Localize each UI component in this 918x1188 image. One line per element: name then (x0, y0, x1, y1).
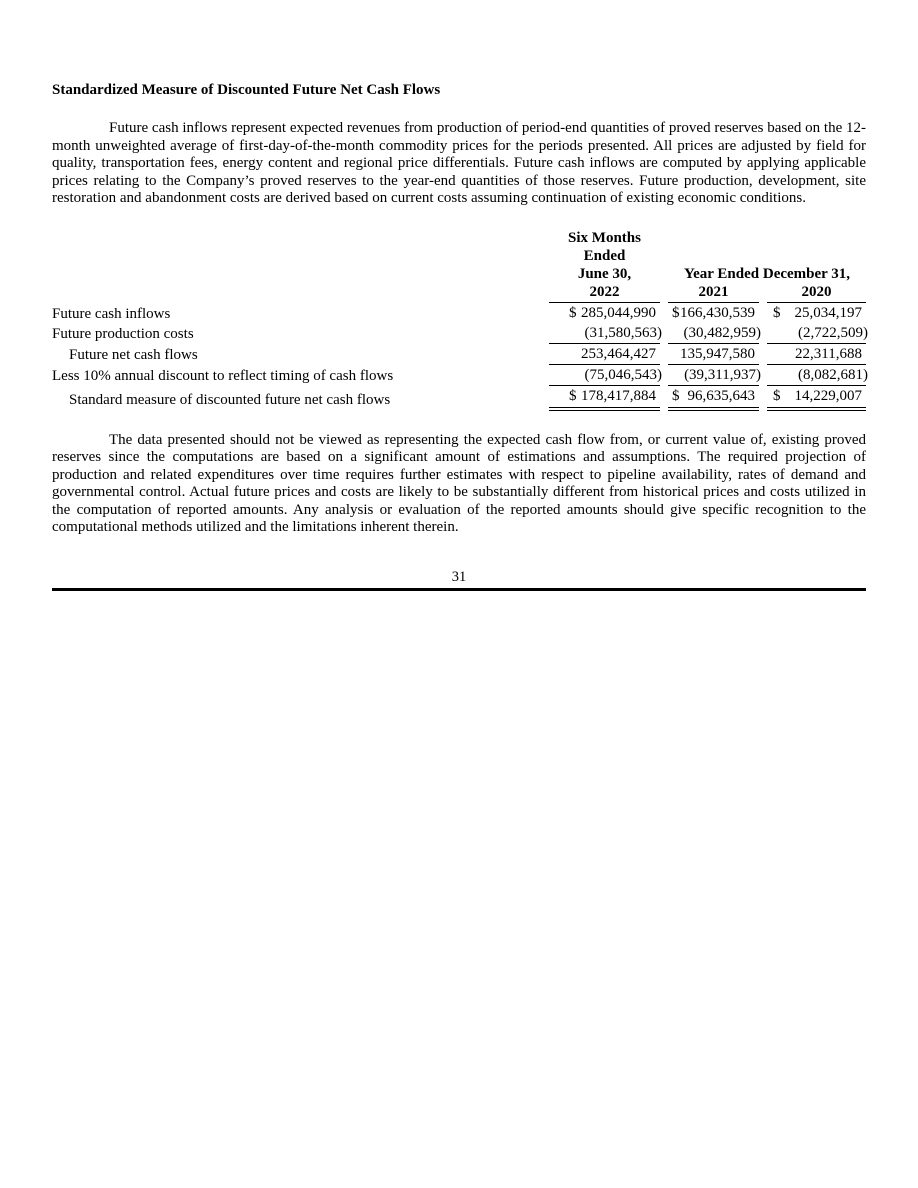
table-cell: (75,046,543) (549, 364, 660, 385)
table-cell: $ 285,044,990 (569, 304, 656, 321)
intro-paragraph: Future cash inflows represent expected revenues from production of period-end quantities of proved reserves based on the 12-month unweighted average of first-day-of-the-month commodity prices for the periods presented. All prices are adjusted by field for quality, transportation fees, energy content and regional price differentials. Future cash inflows are computed by applying applicable prices relating to the Company’s proved reserves to the year-end quantities of those reserves. Future production, development, site restoration and abandonment costs are derived based on current costs assuming continuation of existing economic conditions. (52, 120, 866, 206)
row-label: Future cash inflows (52, 305, 171, 322)
table-cell: (8,082,681) (767, 364, 866, 385)
col-header-year-ended: Year Ended December 31, (683, 265, 851, 282)
table-cell: $ 25,034,197 (773, 304, 862, 321)
col-header-2021: 2021 (668, 283, 759, 303)
row-label: Less 10% annual discount to reflect timing of cash flows (52, 368, 394, 384)
table-cell: 135,947,580 (668, 343, 759, 364)
table-header-row-period (52, 229, 866, 283)
table-header-row-years (52, 283, 866, 303)
footer-rule (52, 588, 866, 591)
row-label: Standard measure of discounted future net cash flows (69, 391, 391, 408)
col-header-six-months: Six Months Ended June 30, (568, 229, 641, 282)
cash-flows-table (52, 229, 866, 411)
table-cell: 253,464,427 (549, 343, 660, 364)
col-header-2022: 2022 (549, 283, 660, 303)
table-row-discount (52, 364, 866, 385)
table-cell: $ 96,635,643 (668, 385, 759, 409)
table-cell: 22,311,688 (767, 343, 866, 364)
disclaimer-paragraph: The data presented should not be viewed as representing the expected cash flow from, or current value of, existing proved reserves since the computations are based on a significant amount of estimations and assumptions. The required projection of production and related expenditures over time requires further estimates with respect to pipeline availability, rates of demand and governmental control. Actual future prices and costs are likely to be substantially different from historical prices and costs utilized in the computation of reported amounts. Any analysis or evaluation of the reported amounts should give specific recognition to the computational methods utilized and the limitations inherent therein. (52, 431, 866, 535)
table-cell: (30,482,959) (668, 323, 759, 344)
table-cell: $ 166,430,539 (672, 304, 755, 321)
table-cell: $ 14,229,007 (767, 385, 866, 409)
header-spacer-cell (52, 229, 543, 283)
table-cell: $ 178,417,884 (549, 385, 660, 409)
row-label: Future production costs (52, 326, 194, 342)
col-header-2020: 2020 (767, 283, 866, 303)
table-row-future-net-cash-flows (52, 343, 866, 364)
table-row-future-production-costs (52, 323, 866, 344)
row-label: Future net cash flows (69, 347, 198, 363)
table-cell: (39,311,937) (668, 364, 759, 385)
table-row-future-cash-inflows (52, 302, 866, 323)
section-heading: Standardized Measure of Discounted Future Net Cash Flows (52, 82, 441, 98)
table-cell: (31,580,563) (549, 323, 660, 344)
table-cell: (2,722,509) (767, 323, 866, 344)
page-number: 31 (451, 568, 467, 585)
table-row-standard-measure (52, 385, 866, 409)
